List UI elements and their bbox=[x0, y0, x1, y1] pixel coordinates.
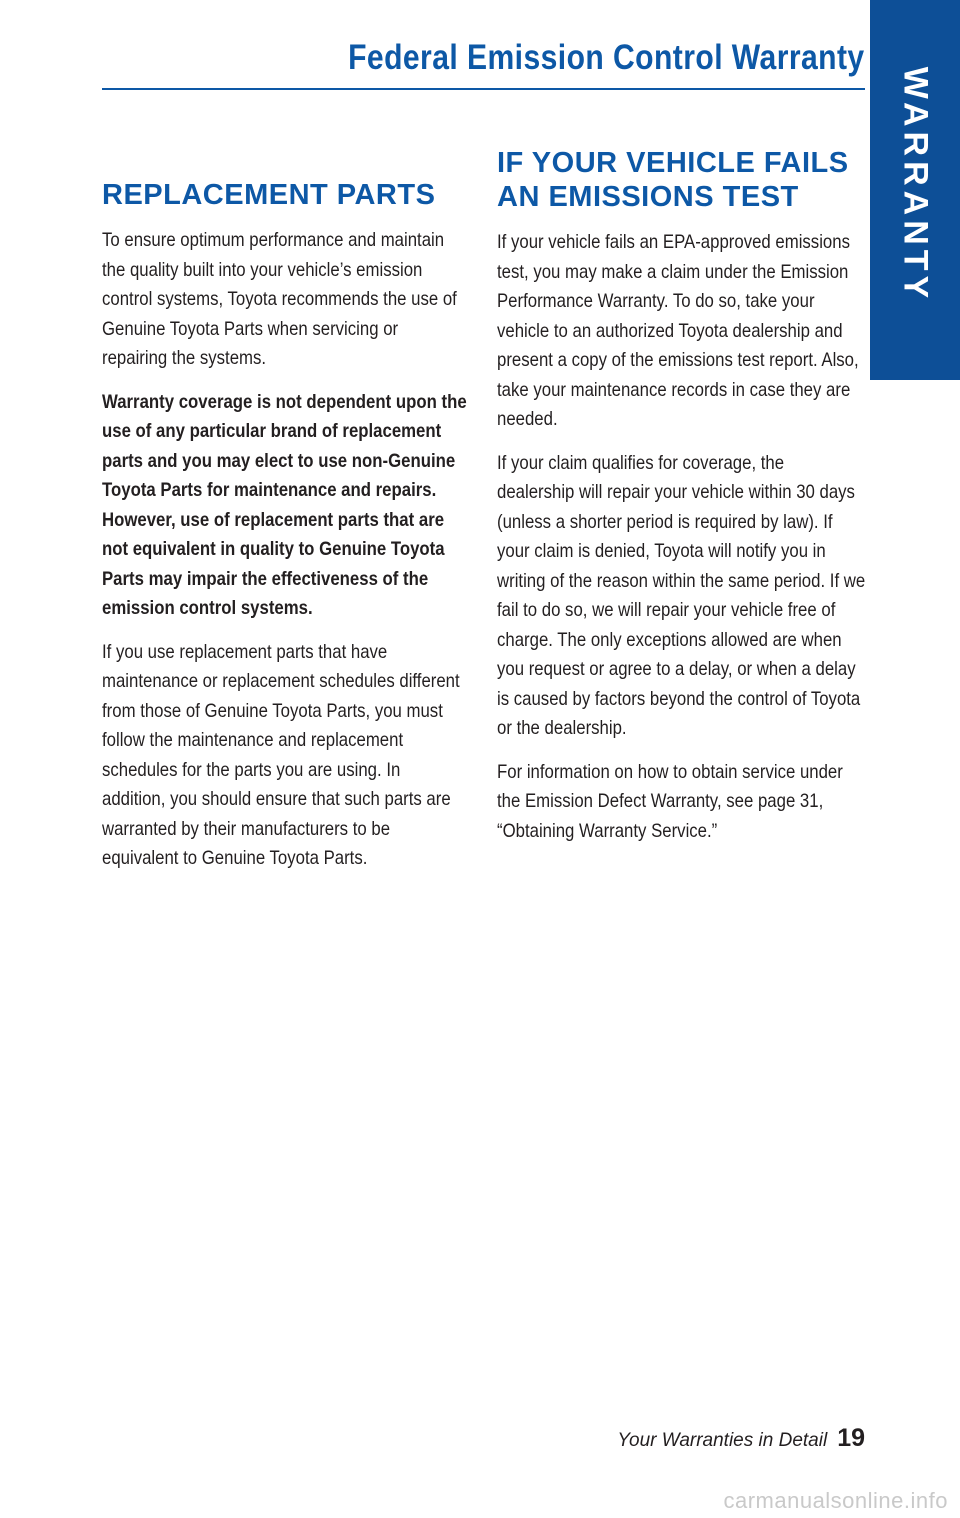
footer-section-title: Your Warranties in Detail bbox=[617, 1430, 828, 1451]
bold-paragraph: Warranty coverage is not dependent upon the use of any particular brand of replacement parts and you may elect to use non-Genuine Toyota Parts for maintenance and repairs. However, use of replacement parts that are not equivalent in quality to Genuine Toyota Parts may impair the effectiveness of the emission control systems. bbox=[102, 390, 467, 619]
heading-line: AN EMISSIONS TEST bbox=[497, 181, 799, 213]
right-column bbox=[497, 146, 867, 860]
emissions-test-heading bbox=[497, 146, 867, 214]
page-title: Federal Emission Control Warranty bbox=[348, 38, 865, 77]
replacement-parts-heading: REPLACEMENT PARTS bbox=[102, 179, 436, 211]
body-paragraph: If your vehicle fails an EPA-approved emissions test, you may make a claim under the Emission Performance Warranty. To do so, take your vehicle to an authorized Toyota dealership and present a copy of the emissions test report. Also, take your maintenance records in case they are needed. bbox=[497, 231, 859, 430]
watermark: carmanualsonline.info bbox=[723, 1488, 948, 1513]
page-footer bbox=[617, 1424, 865, 1453]
title-divider bbox=[102, 88, 865, 90]
page-number: 19 bbox=[837, 1424, 865, 1452]
left-column bbox=[102, 178, 468, 888]
side-tab-label: WARRANTY bbox=[896, 66, 935, 304]
body-paragraph: To ensure optimum performance and maintain the quality built into your vehicle’s emission control systems, Toyota recommends the use of Genuine Toyota Parts when servicing or repairing the systems. bbox=[102, 229, 457, 369]
body-paragraph: If your claim qualifies for coverage, the dealership will repair your vehicle within 30 days (unless a shorter period is required by law). If your claim is denied, Toyota will notify you in writing of the reason within the same period. If we fail to do so, we will repair your vehicle free of charge. The only exceptions allowed are when you request or agree to a delay, or when a delay is caused by factors beyond the control of Toyota or the dealership. bbox=[497, 451, 866, 739]
heading-line: IF YOUR VEHICLE FAILS bbox=[497, 147, 849, 179]
body-paragraph: If you use replacement parts that have maintenance or replacement schedules different from those of Genuine Toyota Parts, you must follow the maintenance and replacement schedules for the parts you are using. In addition, you should ensure that such parts are warranted by their manufacturers to be equivalent to Genuine Toyota Parts. bbox=[102, 640, 460, 869]
body-paragraph: For information on how to obtain service under the Emission Defect Warranty, see page 31, “Obtaining Warranty Service.” bbox=[497, 760, 843, 842]
